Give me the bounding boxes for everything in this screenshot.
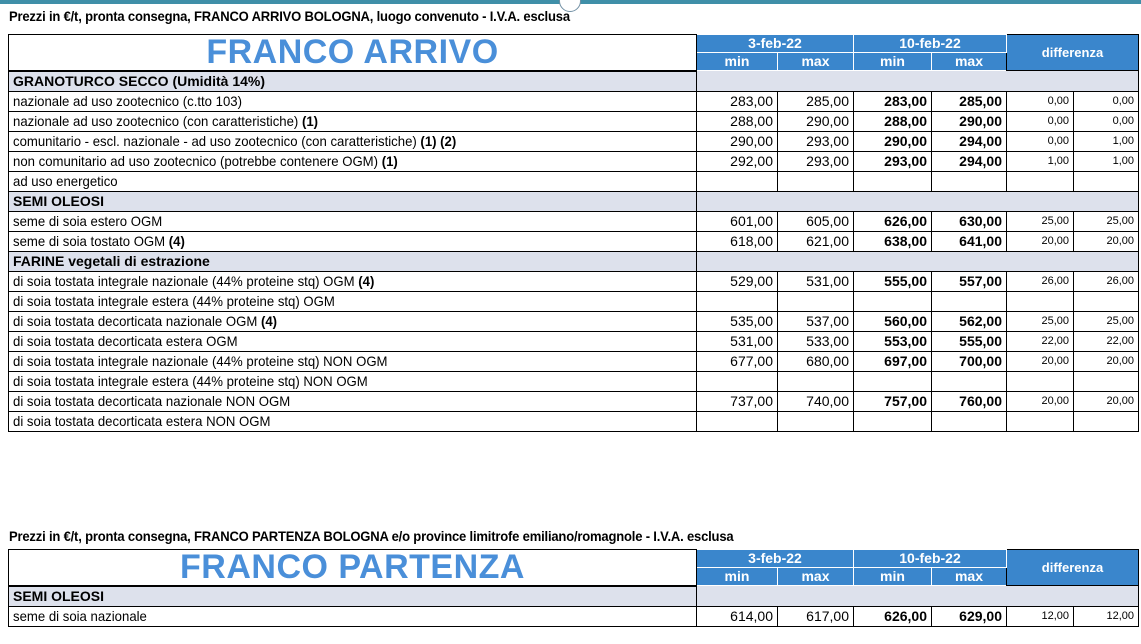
curr-min-cell: 757,00: [854, 391, 932, 411]
curr-min-cell: [854, 171, 932, 191]
prev-min-cell: [697, 371, 778, 391]
diff-max-cell: 20,00: [1074, 351, 1139, 371]
date-column-header: 10-feb-22: [854, 35, 1007, 53]
date-column-header: 3-feb-22: [697, 550, 854, 568]
diff-min-cell: 20,00: [1007, 231, 1074, 251]
section-header: GRANOTURCO SECCO (Umidità 14%): [9, 71, 697, 92]
curr-min-cell: 638,00: [854, 231, 932, 251]
curr-min-cell: 626,00: [854, 211, 932, 231]
prev-min-cell: [697, 411, 778, 431]
diff-column-header: differenza: [1007, 35, 1139, 71]
prev-min-cell: 292,00: [697, 151, 778, 171]
max-header: max: [778, 53, 854, 71]
diff-min-cell: 0,00: [1007, 131, 1074, 151]
curr-max-cell: 700,00: [932, 351, 1007, 371]
row-label-text: di soia tostata decorticata nazionale NON OGM: [13, 392, 291, 409]
max-header: max: [778, 568, 854, 586]
row-label: [9, 351, 697, 371]
row-label-text: di soia tostata integrale estera (44% proteine stq) NON OGM: [13, 372, 368, 389]
table-row: [9, 111, 1139, 131]
table-row: [9, 371, 1139, 391]
curr-max-cell: 294,00: [932, 131, 1007, 151]
diff-min-cell: 20,00: [1007, 351, 1074, 371]
row-footnote-mark: (1): [378, 152, 398, 169]
row-footnote-mark: (1) (2): [416, 132, 457, 149]
prev-max-cell: 740,00: [778, 391, 854, 411]
curr-max-cell: 285,00: [932, 91, 1007, 111]
curr-max-cell: 641,00: [932, 231, 1007, 251]
prev-min-cell: 283,00: [697, 91, 778, 111]
row-label: [9, 311, 697, 331]
table-row: [9, 606, 1139, 626]
curr-min-cell: [854, 371, 932, 391]
diff-min-cell: 22,00: [1007, 331, 1074, 351]
row-label-text: non comunitario ad uso zootecnico (potrebbe contenere OGM): [13, 152, 379, 169]
note-franco-partenza: Prezzi in €/t, pronta consegna, FRANCO PARTENZA BOLOGNA e/o province limitrofe emiliano/romagnole - I.V.A. esclusa: [9, 528, 734, 544]
max-header: max: [932, 53, 1007, 71]
prev-min-cell: 529,00: [697, 271, 778, 291]
row-label: [9, 171, 697, 191]
diff-min-cell: 12,00: [1007, 606, 1074, 626]
row-footnote-mark: (4): [354, 272, 375, 289]
prev-max-cell: 293,00: [778, 131, 854, 151]
curr-min-cell: 555,00: [854, 271, 932, 291]
diff-min-cell: 25,00: [1007, 211, 1074, 231]
diff-max-cell: 22,00: [1074, 331, 1139, 351]
table-row: [9, 291, 1139, 311]
row-label-text: di soia tostata decorticata estera NON OGM: [13, 412, 271, 429]
curr-min-cell: [854, 291, 932, 311]
prev-max-cell: 285,00: [778, 91, 854, 111]
diff-max-cell: [1074, 371, 1139, 391]
row-label-text: di soia tostata integrale estera (44% proteine stq) OGM: [13, 292, 335, 309]
diff-min-cell: 0,00: [1007, 91, 1074, 111]
prev-max-cell: 621,00: [778, 231, 854, 251]
curr-max-cell: 562,00: [932, 311, 1007, 331]
row-label: [9, 151, 697, 171]
curr-max-cell: 555,00: [932, 331, 1007, 351]
diff-max-cell: [1074, 291, 1139, 311]
row-label-text: nazionale ad uso zootecnico (c.tto 103): [13, 92, 242, 109]
row-label-text: nazionale ad uso zootecnico (con caratteristiche): [13, 112, 299, 129]
row-label-text: seme di soia nazionale: [13, 607, 147, 624]
prev-min-cell: [697, 291, 778, 311]
table-title: FRANCO PARTENZA: [9, 550, 697, 586]
prev-min-cell: 601,00: [697, 211, 778, 231]
curr-max-cell: 290,00: [932, 111, 1007, 131]
table-franco-partenza: [8, 549, 1139, 627]
diff-column-header: differenza: [1007, 550, 1139, 586]
row-label-text: ad uso energetico: [13, 172, 118, 189]
curr-min-cell: 283,00: [854, 91, 932, 111]
prev-min-cell: 535,00: [697, 311, 778, 331]
diff-max-cell: 26,00: [1074, 271, 1139, 291]
curr-max-cell: 629,00: [932, 606, 1007, 626]
curr-min-cell: 626,00: [854, 606, 932, 626]
diff-max-cell: 20,00: [1074, 231, 1139, 251]
date-column-header: 10-feb-22: [854, 550, 1007, 568]
diff-max-cell: 1,00: [1074, 131, 1139, 151]
curr-max-cell: 760,00: [932, 391, 1007, 411]
curr-min-cell: 560,00: [854, 311, 932, 331]
table-row: [9, 151, 1139, 171]
table-row: [9, 271, 1139, 291]
section-header-fill: [697, 71, 1139, 92]
curr-min-cell: 553,00: [854, 331, 932, 351]
table-franco-arrivo: [8, 34, 1139, 432]
prev-min-cell: 618,00: [697, 231, 778, 251]
diff-max-cell: 1,00: [1074, 151, 1139, 171]
diff-min-cell: 26,00: [1007, 271, 1074, 291]
table-row: [9, 391, 1139, 411]
curr-max-cell: 630,00: [932, 211, 1007, 231]
diff-min-cell: 20,00: [1007, 391, 1074, 411]
table-row: [9, 311, 1139, 331]
section-header: FARINE vegetali di estrazione: [9, 251, 697, 271]
curr-max-cell: 294,00: [932, 151, 1007, 171]
row-label-text: di soia tostata decorticata nazionale OGM: [13, 312, 258, 329]
prev-min-cell: 290,00: [697, 131, 778, 151]
prev-max-cell: 617,00: [778, 606, 854, 626]
row-label: [9, 391, 697, 411]
row-label: [9, 331, 697, 351]
row-label: [9, 371, 697, 391]
section-header: SEMI OLEOSI: [9, 586, 697, 607]
row-label: [9, 271, 697, 291]
prev-max-cell: 293,00: [778, 151, 854, 171]
curr-max-cell: [932, 411, 1007, 431]
row-label-text: di soia tostata integrale nazionale (44% proteine stq) OGM: [13, 272, 355, 289]
prev-max-cell: 680,00: [778, 351, 854, 371]
row-label-text: seme di soia tostato OGM: [13, 232, 166, 249]
diff-min-cell: 1,00: [1007, 151, 1074, 171]
prev-max-cell: 537,00: [778, 311, 854, 331]
max-header: max: [932, 568, 1007, 586]
row-label: [9, 411, 697, 431]
prev-min-cell: 677,00: [697, 351, 778, 371]
note-franco-arrivo: Prezzi in €/t, pronta consegna, FRANCO ARRIVO BOLOGNA, luogo convenuto - I.V.A. esclusa: [9, 8, 570, 24]
curr-min-cell: 293,00: [854, 151, 932, 171]
min-header: min: [854, 53, 932, 71]
table-row: [9, 171, 1139, 191]
row-label: [9, 131, 697, 151]
curr-max-cell: [932, 371, 1007, 391]
prev-min-cell: 614,00: [697, 606, 778, 626]
diff-max-cell: 0,00: [1074, 111, 1139, 131]
prev-min-cell: [697, 171, 778, 191]
diff-max-cell: 0,00: [1074, 91, 1139, 111]
prev-max-cell: 290,00: [778, 111, 854, 131]
curr-min-cell: 290,00: [854, 131, 932, 151]
table-row: [9, 131, 1139, 151]
row-label-text: di soia tostata decorticata estera OGM: [13, 332, 238, 349]
row-label: [9, 91, 697, 111]
table-row: [9, 351, 1139, 371]
prev-min-cell: 531,00: [697, 331, 778, 351]
curr-min-cell: 697,00: [854, 351, 932, 371]
prev-max-cell: 605,00: [778, 211, 854, 231]
diff-max-cell: 25,00: [1074, 211, 1139, 231]
min-header: min: [854, 568, 932, 586]
curr-max-cell: 557,00: [932, 271, 1007, 291]
row-label-text: comunitario - escl. nazionale - ad uso zootecnico (con caratteristiche): [13, 132, 417, 149]
curr-min-cell: [854, 411, 932, 431]
prev-min-cell: 288,00: [697, 111, 778, 131]
table-title: FRANCO ARRIVO: [9, 35, 697, 71]
min-header: min: [697, 568, 778, 586]
table-row: [9, 331, 1139, 351]
diff-min-cell: 25,00: [1007, 311, 1074, 331]
prev-max-cell: [778, 411, 854, 431]
table-row: [9, 231, 1139, 251]
section-header-fill: [697, 251, 1139, 271]
row-label: [9, 211, 697, 231]
table-row: [9, 411, 1139, 431]
diff-min-cell: [1007, 371, 1074, 391]
prev-min-cell: 737,00: [697, 391, 778, 411]
prev-max-cell: 533,00: [778, 331, 854, 351]
row-label-text: seme di soia estero OGM: [13, 212, 163, 229]
prev-max-cell: [778, 291, 854, 311]
date-column-header: 3-feb-22: [697, 35, 854, 53]
prev-max-cell: [778, 371, 854, 391]
row-footnote-mark: (4): [165, 232, 185, 249]
curr-max-cell: [932, 171, 1007, 191]
table-row: [9, 211, 1139, 231]
table-row: [9, 91, 1139, 111]
diff-max-cell: [1074, 411, 1139, 431]
section-header-fill: [697, 191, 1139, 211]
diff-max-cell: 12,00: [1074, 606, 1139, 626]
diff-max-cell: 25,00: [1074, 311, 1139, 331]
row-label: [9, 606, 697, 626]
diff-min-cell: 0,00: [1007, 111, 1074, 131]
curr-max-cell: [932, 291, 1007, 311]
prev-max-cell: [778, 171, 854, 191]
min-header: min: [697, 53, 778, 71]
row-label: [9, 111, 697, 131]
section-header: SEMI OLEOSI: [9, 191, 697, 211]
row-label-text: di soia tostata integrale nazionale (44% proteine stq) NON OGM: [13, 352, 388, 369]
row-label: [9, 291, 697, 311]
diff-max-cell: 20,00: [1074, 391, 1139, 411]
row-footnote-mark: (1): [298, 112, 319, 129]
curr-min-cell: 288,00: [854, 111, 932, 131]
row-footnote-mark: (4): [257, 312, 278, 329]
diff-max-cell: [1074, 171, 1139, 191]
prev-max-cell: 531,00: [778, 271, 854, 291]
row-label: [9, 231, 697, 251]
section-header-fill: [697, 586, 1139, 607]
diff-min-cell: [1007, 411, 1074, 431]
diff-min-cell: [1007, 171, 1074, 191]
diff-min-cell: [1007, 291, 1074, 311]
